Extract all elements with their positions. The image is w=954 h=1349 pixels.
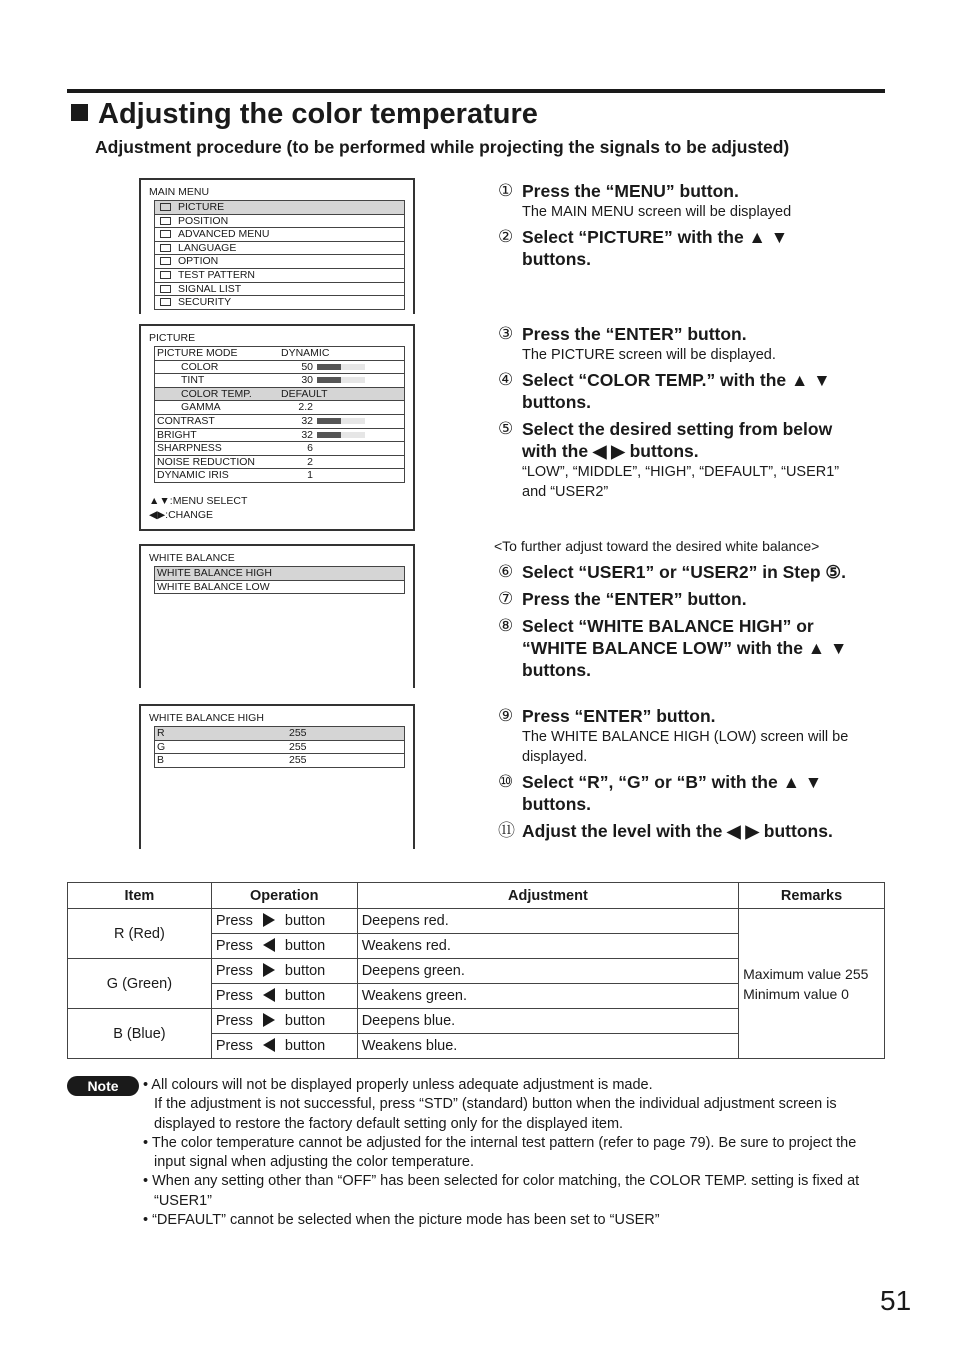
step-number: ⑩ <box>498 772 514 791</box>
item-cell: B (Blue) <box>68 1009 212 1059</box>
step-text: Press the “ENTER” button. <box>522 589 747 609</box>
left-arrow-icon <box>263 988 275 1002</box>
adjustment-cell: Deepens red. <box>357 909 738 934</box>
notes-list <box>143 1076 888 1230</box>
step-text: Select “WHITE BALANCE HIGH” or <box>522 616 814 636</box>
picture-menu-header: PICTURE <box>149 332 196 344</box>
step-number: ① <box>498 181 514 200</box>
level-bar <box>317 364 365 370</box>
left-arrow-icon <box>263 1038 275 1052</box>
main-menu-screen <box>139 178 415 314</box>
row-value: 255 <box>289 740 307 753</box>
further-adjust-note: <To further adjust toward the desired white balance> <box>494 538 820 554</box>
row-value: 32 <box>301 414 313 427</box>
note-item: If the adjustment is not successful, press “STD” (standard) button when the individual adjustment screen is displayed to restore the factory default setting only for the displayed item. <box>154 1096 837 1132</box>
menu-item-label: ADVANCED MENU <box>178 228 270 241</box>
row-label: COLOR <box>181 360 219 373</box>
step-caption: The WHITE BALANCE HIGH (LOW) screen will be <box>522 729 849 745</box>
advanced-icon <box>160 230 171 238</box>
row-label: NOISE REDUCTION <box>157 455 256 468</box>
main-menu-item-position[interactable] <box>155 215 404 229</box>
step-number: ⑨ <box>498 706 514 725</box>
step-text: with the ◀ ▶ buttons. <box>522 441 699 461</box>
menu-item-label: POSITION <box>178 214 229 227</box>
step-number: ③ <box>498 324 514 343</box>
step-text: Select “R”, “G” or “B” with the ▲ ▼ <box>522 772 823 792</box>
page-title <box>71 98 538 131</box>
square-bullet-icon <box>71 104 88 121</box>
main-menu-item-advanced[interactable] <box>155 228 404 242</box>
row-value: 30 <box>301 374 313 387</box>
step-text: “WHITE BALANCE LOW” with the ▲ ▼ <box>522 638 848 658</box>
white-balance-header: WHITE BALANCE <box>149 552 235 564</box>
test-pattern-icon <box>160 271 171 279</box>
step-text: buttons. <box>522 392 592 412</box>
note-item: • The color temperature cannot be adjusted for the internal test pattern (refer to page 79). Be sure to project the input signal when adjusting the color temperature. <box>143 1134 857 1171</box>
level-bar <box>317 418 365 424</box>
press-label: Press <box>215 963 253 979</box>
level-bar-fill <box>317 432 341 438</box>
color-temp-row[interactable] <box>155 388 404 402</box>
adjustment-cell: Weakens blue. <box>357 1034 738 1059</box>
menu-item-label: LANGUAGE <box>178 241 237 254</box>
main-menu-item-security[interactable] <box>155 296 404 310</box>
step-text: Press “ENTER” button. <box>522 706 716 726</box>
step-1 <box>498 180 882 222</box>
remark-min: Minimum value 0 <box>743 985 849 1002</box>
press-label: Press <box>215 913 253 929</box>
operation-cell <box>211 959 357 984</box>
note-item: • When any setting other than “OFF” has been selected for color matching, the COLOR TEMP. setting is fixed at “USER1” <box>143 1173 860 1209</box>
header-adjustment: Adjustment <box>357 883 738 909</box>
white-balance-screen <box>139 544 415 688</box>
row-label: G <box>157 740 166 753</box>
button-label: button <box>284 938 326 954</box>
tint-row[interactable] <box>155 374 404 388</box>
step-8 <box>498 615 887 681</box>
item-cell: G (Green) <box>68 959 212 1009</box>
picture-icon <box>160 203 171 211</box>
note-item: • “DEFAULT” cannot be selected when the picture mode has been set to “USER” <box>143 1212 660 1229</box>
row-value: 2 <box>307 455 313 468</box>
press-label: Press <box>215 988 253 1004</box>
bright-row[interactable] <box>155 429 404 443</box>
white-balance-low-item[interactable] <box>155 581 404 595</box>
step-number: ④ <box>498 370 514 389</box>
step-10 <box>498 771 882 815</box>
row-value: DYNAMIC <box>281 347 330 359</box>
picture-menu-screen <box>139 324 415 531</box>
white-balance-high-item[interactable] <box>155 567 404 581</box>
white-balance-list <box>154 566 405 594</box>
g-row[interactable] <box>155 741 404 755</box>
main-menu-item-test-pattern[interactable] <box>155 269 404 283</box>
table-row <box>68 909 885 934</box>
operation-cell <box>211 984 357 1009</box>
step-11 <box>498 820 892 842</box>
step-caption: displayed. <box>522 749 588 765</box>
button-label: button <box>284 1038 326 1054</box>
step-6 <box>498 561 892 583</box>
position-icon <box>160 217 171 225</box>
operation-cell <box>211 1034 357 1059</box>
step-9 <box>498 705 887 767</box>
press-label: Press <box>215 1038 253 1054</box>
step-text: Select the desired setting from below <box>522 419 833 439</box>
press-label: Press <box>215 938 253 954</box>
main-menu-list <box>154 200 405 310</box>
step-number: ⑧ <box>498 616 514 635</box>
step-text: buttons. <box>522 660 592 680</box>
change-hint: ◀▶:CHANGE <box>149 509 213 521</box>
row-value: 2.2 <box>298 401 313 414</box>
main-menu-item-picture[interactable] <box>155 201 404 215</box>
step-4 <box>498 369 882 413</box>
sharpness-row[interactable] <box>155 442 404 456</box>
step-2 <box>498 226 882 270</box>
adjustment-cell: Deepens green. <box>357 959 738 984</box>
page-title-text: Adjusting the color temperature <box>98 98 538 130</box>
step-number: ② <box>498 227 514 246</box>
row-label: DYNAMIC IRIS <box>157 469 229 482</box>
step-number: ⑥ <box>498 562 514 581</box>
adjustment-cell: Deepens blue. <box>357 1009 738 1034</box>
color-row[interactable] <box>155 361 404 375</box>
step-number: ⑪ <box>498 821 515 840</box>
step-text: buttons. <box>522 249 592 269</box>
step-number: ⑦ <box>498 589 514 608</box>
row-value: 32 <box>301 428 313 441</box>
picture-menu-list <box>154 346 405 483</box>
row-label: GAMMA <box>181 401 221 414</box>
row-label: B <box>157 754 165 767</box>
step-text: Press the “MENU” button. <box>522 181 739 201</box>
right-arrow-icon <box>263 963 275 977</box>
level-bar-fill <box>317 377 341 383</box>
operation-cell <box>211 934 357 959</box>
note-badge: Note <box>67 1076 139 1096</box>
level-bar-fill <box>317 364 341 370</box>
level-bar-fill <box>317 418 341 424</box>
step-caption: The PICTURE screen will be displayed. <box>522 347 776 363</box>
page-number: 51 <box>880 1285 912 1316</box>
press-label: Press <box>215 1013 253 1029</box>
step-text: Select “COLOR TEMP.” with the ▲ ▼ <box>522 370 831 390</box>
menu-select-hint: ▲▼:MENU SELECT <box>149 495 248 507</box>
step-text: Adjust the level with the ◀ ▶ buttons. <box>522 821 833 841</box>
adjustment-cell: Weakens red. <box>357 934 738 959</box>
picture-mode-row[interactable] <box>155 347 404 361</box>
step-7 <box>498 588 882 610</box>
item-cell: R (Red) <box>68 909 212 959</box>
row-label: COLOR TEMP. <box>181 387 252 400</box>
menu-item-label: WHITE BALANCE HIGH <box>157 567 272 579</box>
row-label: CONTRAST <box>157 414 215 427</box>
left-arrow-icon <box>263 938 275 952</box>
rgb-list <box>154 726 405 768</box>
menu-item-label: TEST PATTERN <box>178 268 256 281</box>
button-label: button <box>284 1013 326 1029</box>
row-value: 1 <box>307 469 313 482</box>
dynamic-iris-row[interactable] <box>155 469 404 483</box>
operation-cell <box>211 1009 357 1034</box>
subtitle: Adjustment procedure (to be performed while projecting the signals to be adjusted) <box>95 137 790 157</box>
row-value: DEFAULT <box>281 387 328 400</box>
adjustment-cell: Weakens green. <box>357 984 738 1009</box>
operation-cell <box>211 909 357 934</box>
step-5 <box>498 418 887 502</box>
step-caption: and “USER2” <box>522 484 609 500</box>
main-menu-header: MAIN MENU <box>149 186 210 198</box>
note-item: • All colours will not be displayed properly unless adequate adjustment is made. <box>143 1077 653 1093</box>
remark-max: Maximum value 255 <box>743 965 869 982</box>
step-text: buttons. <box>522 794 592 814</box>
row-label: TINT <box>181 374 205 387</box>
menu-item-label: PICTURE <box>178 201 225 213</box>
right-arrow-icon <box>263 1013 275 1027</box>
header-remarks: Remarks <box>739 883 885 909</box>
step-3 <box>498 323 882 365</box>
r-row[interactable] <box>155 727 404 741</box>
step-number: ⑤ <box>498 419 514 438</box>
menu-item-label: WHITE BALANCE LOW <box>157 580 270 593</box>
table-header-row <box>68 883 885 909</box>
adjustment-table <box>67 882 885 1059</box>
menu-item-label: SECURITY <box>178 296 232 309</box>
security-icon <box>160 298 171 306</box>
header-operation: Operation <box>211 883 357 909</box>
button-label: button <box>284 988 326 1004</box>
noise-reduction-row[interactable] <box>155 456 404 470</box>
step-text: Select “USER1” or “USER2” in Step ⑤. <box>522 562 846 582</box>
row-value: 6 <box>307 442 313 455</box>
b-row[interactable] <box>155 754 404 768</box>
step-caption: “LOW”, “MIDDLE”, “HIGH”, “DEFAULT”, “USER1” <box>522 464 840 480</box>
main-menu-item-signal-list[interactable] <box>155 283 404 297</box>
button-label: button <box>284 963 326 979</box>
contrast-row[interactable] <box>155 415 404 429</box>
main-menu-item-option[interactable] <box>155 255 404 269</box>
row-label: SHARPNESS <box>157 442 222 455</box>
menu-item-label: OPTION <box>178 255 219 268</box>
remarks-cell <box>739 909 885 1059</box>
title-rule <box>67 89 885 93</box>
right-arrow-icon <box>263 913 275 927</box>
row-value: 255 <box>289 727 307 739</box>
row-label: BRIGHT <box>157 428 197 441</box>
signal-list-icon <box>160 285 171 293</box>
row-label: R <box>157 727 165 739</box>
main-menu-item-language[interactable] <box>155 242 404 256</box>
level-bar <box>317 377 365 383</box>
button-label: button <box>284 913 326 929</box>
header-item: Item <box>68 883 212 909</box>
option-icon <box>160 257 171 265</box>
row-value: 50 <box>301 360 313 373</box>
white-balance-high-screen <box>139 704 415 849</box>
gamma-row[interactable] <box>155 401 404 415</box>
row-value: 255 <box>289 754 307 767</box>
step-text: Press the “ENTER” button. <box>522 324 747 344</box>
level-bar <box>317 432 365 438</box>
step-text: Select “PICTURE” with the ▲ ▼ <box>522 227 789 247</box>
menu-item-label: SIGNAL LIST <box>178 282 242 295</box>
row-label: PICTURE MODE <box>157 347 238 359</box>
step-caption: The MAIN MENU screen will be displayed <box>522 204 792 220</box>
white-balance-high-header: WHITE BALANCE HIGH <box>149 712 264 724</box>
language-icon <box>160 244 171 252</box>
